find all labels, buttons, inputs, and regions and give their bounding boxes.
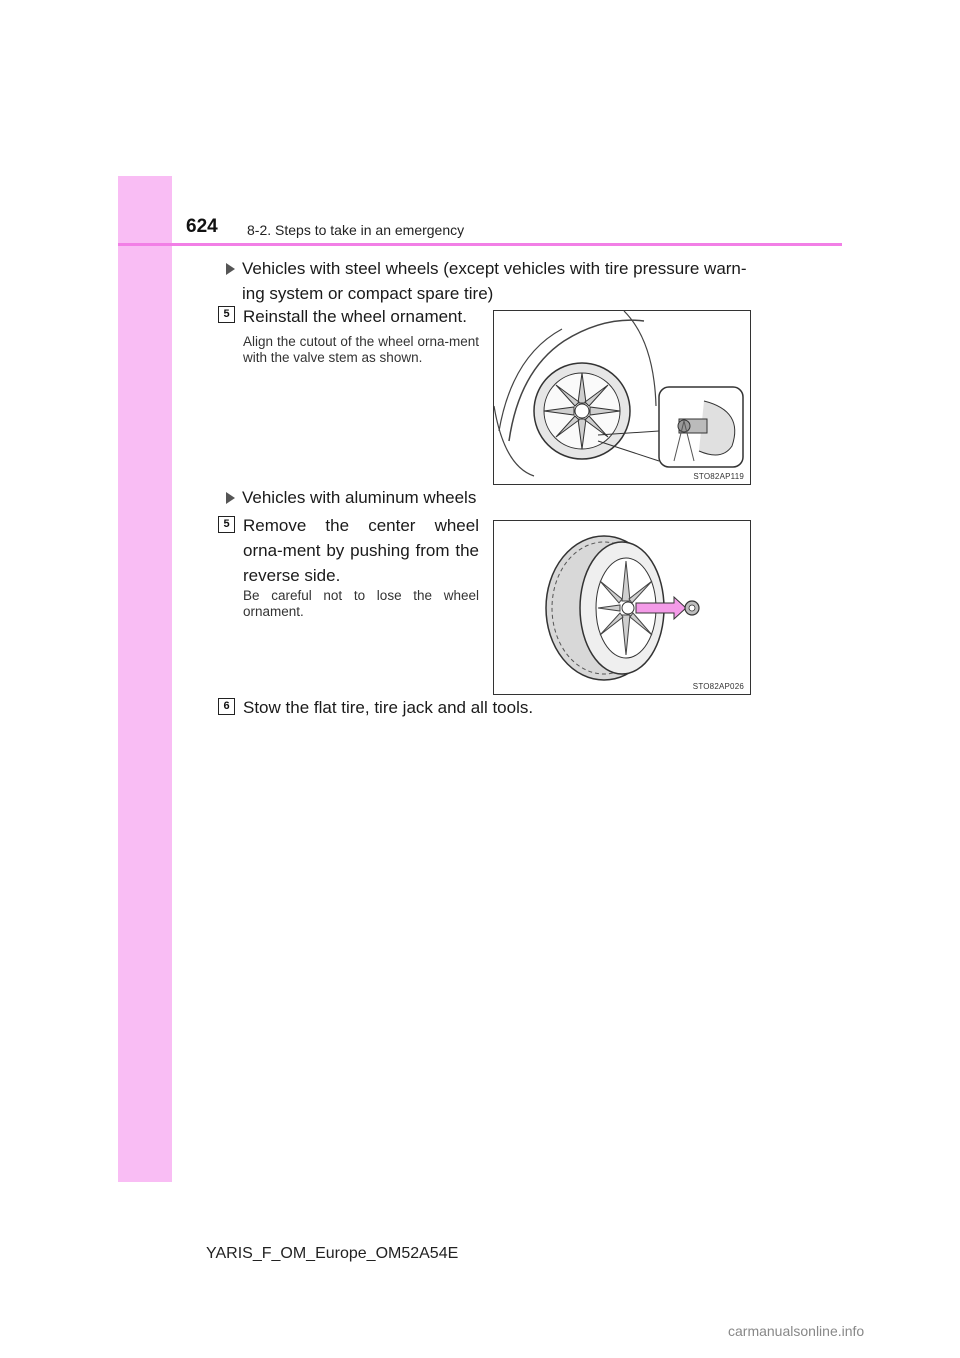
step-title-stow: Stow the flat tire, tire jack and all tools.	[243, 698, 534, 717]
figure-wheel-ornament-steel	[493, 310, 751, 485]
section-title: 8-2. Steps to take in an emergency	[247, 222, 465, 238]
triangle-bullet-icon	[226, 263, 235, 275]
bullet-aluminum-text: Vehicles with aluminum wheels	[242, 488, 477, 507]
step-number-5: 5	[218, 306, 235, 323]
step-title-remove: Remove the center wheel orna-ment by pushing from the reverse side.	[243, 516, 479, 585]
step-note-align: Align the cutout of the wheel orna-ment with the valve stem as shown.	[243, 334, 479, 365]
figure-code: STO82AP119	[693, 472, 744, 481]
bullet-steel-text: Vehicles with steel wheels (except vehicles with tire pressure warn-ing system or compact spare tire)	[242, 259, 747, 303]
bullet-aluminum-wheels	[226, 485, 486, 510]
step-number-5: 5	[218, 516, 235, 533]
bullet-steel-wheels	[226, 256, 766, 306]
triangle-bullet-icon	[226, 492, 235, 504]
illustration-aluminum-wheel	[494, 521, 750, 694]
watermark: carmanualsonline.info	[728, 1323, 865, 1339]
page-number: 624	[186, 216, 218, 237]
header-rule	[118, 243, 842, 246]
step-number-6: 6	[218, 698, 235, 715]
figure-wheel-ornament-aluminum	[493, 520, 751, 695]
footer-doc-code: YARIS_F_OM_Europe_OM52A54E	[206, 1245, 459, 1262]
illustration-steel-wheel	[494, 311, 750, 484]
step-title-reinstall: Reinstall the wheel ornament.	[243, 307, 467, 326]
side-tab	[118, 176, 172, 1182]
figure-code: STO82AP026	[692, 682, 744, 691]
step-note-careful: Be careful not to lose the wheel ornament.	[243, 588, 479, 619]
